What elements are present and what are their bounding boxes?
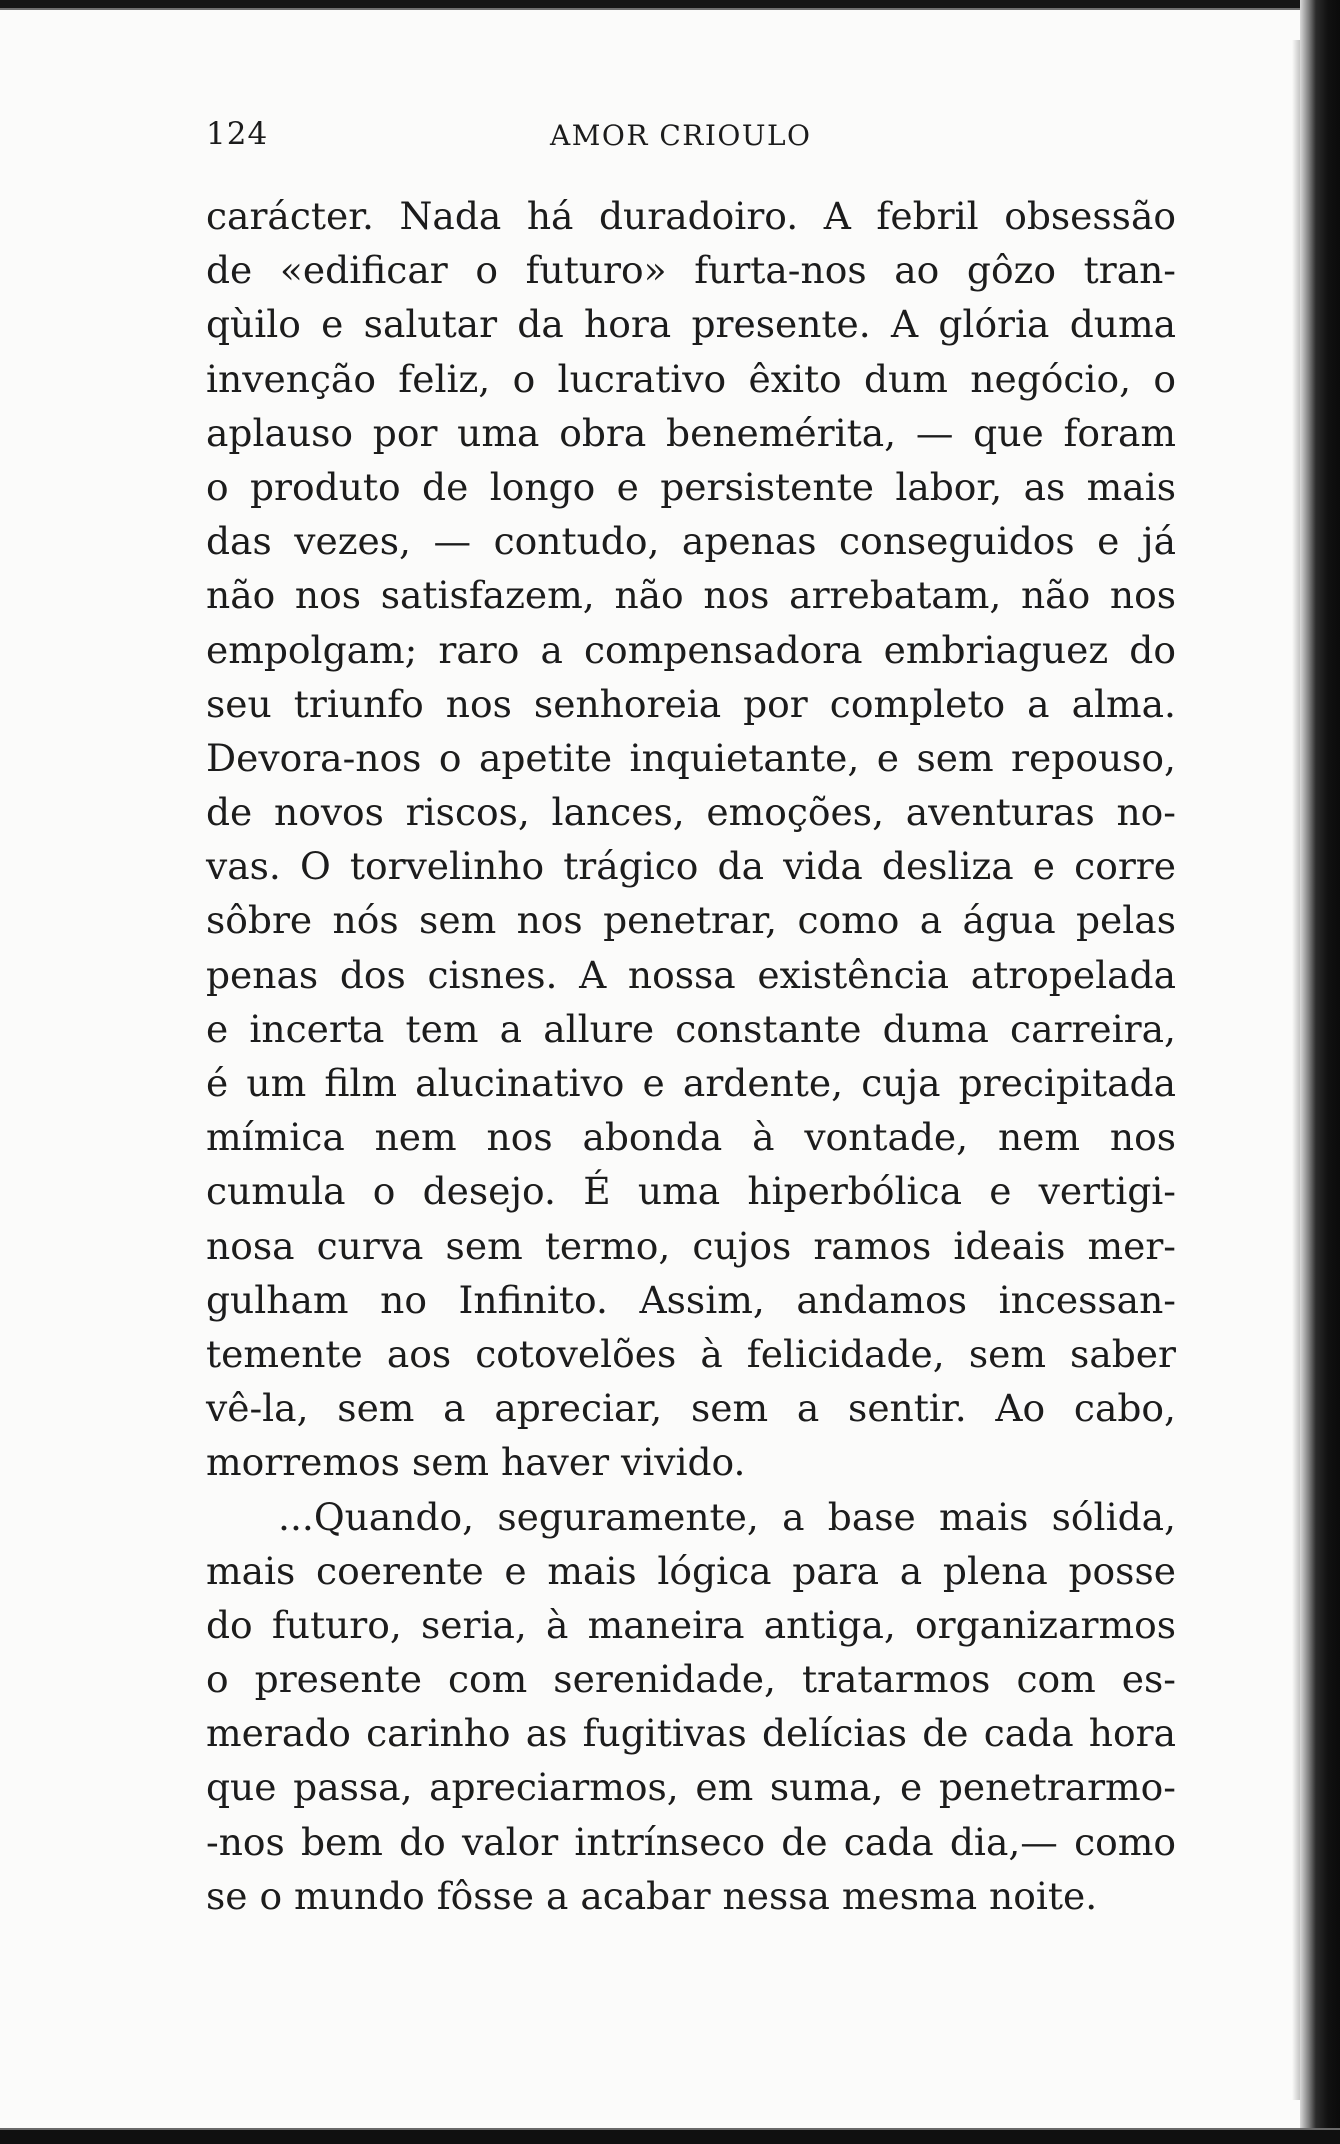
text-line: Devora-nos o apetite inquietante, e sem repouso, — [206, 735, 1176, 780]
text-line: invenção feliz, o lucrativo êxito dum negócio, o — [206, 356, 1176, 401]
text-line: e incerta tem a allure constante duma carreira, — [206, 1006, 1176, 1051]
text-line: mímica nem nos abonda à vontade, nem nos — [206, 1115, 1176, 1160]
body-text — [206, 189, 1176, 1923]
text-line: que passa, apreciarmos, em suma, e penetrarmo- — [206, 1765, 1176, 1810]
text-line: o produto de longo e persistente labor, as mais — [206, 464, 1176, 509]
text-line: seu triunfo nos senhoreia por completo a alma. — [206, 681, 1176, 726]
text-line: -nos bem do valor intrínseco de cada dia,— como — [206, 1819, 1176, 1864]
text-line: gulham no Infinito. Assim, andamos incessan- — [206, 1277, 1176, 1322]
text-line: mais coerente e mais lógica para a plena posse — [206, 1548, 1176, 1593]
text-line: de «edificar o futuro» furta-nos ao gôzo tran- — [206, 248, 1176, 293]
text-line: o presente com serenidade, tratarmos com es- — [206, 1657, 1176, 1702]
text-line: cumula o desejo. É uma hiperbólica e vertigi- — [206, 1169, 1176, 1214]
bottom-scan-edge — [0, 2124, 1340, 2144]
text-line: temente aos cotovelões à felicidade, sem saber — [206, 1331, 1176, 1376]
text-line: é um film alucinativo e ardente, cuja precipitada — [206, 1061, 1176, 1105]
text-line: penas dos cisnes. A nossa existência atropelada — [206, 952, 1176, 997]
text-line: aplauso por uma obra benemérita, — que foram — [206, 410, 1176, 455]
text-line: morremos sem haver vivido. — [206, 1440, 746, 1485]
text-line: das vezes, — contudo, apenas conseguidos e já — [206, 519, 1176, 564]
text-line: ...Quando, seguramente, a base mais sólida, — [278, 1494, 1176, 1539]
page-number: 124 — [206, 116, 269, 152]
running-title: AMOR CRIOULO — [550, 119, 812, 152]
text-line: merado carinho as fugitivas delícias de cada hora — [206, 1711, 1176, 1756]
text-line: não nos satisfazem, não nos arrebatam, não nos — [206, 573, 1176, 618]
text-line: se o mundo fôsse a acabar nessa mesma noite. — [206, 1873, 1098, 1918]
text-line: vas. O torvelinho trágico da vida desliza e corre — [206, 844, 1176, 889]
text-line: nosa curva sem termo, cujos ramos ideais mer- — [206, 1223, 1176, 1268]
top-scan-edge — [0, 0, 1340, 14]
text-line: carácter. Nada há duradoiro. A febril obsessão — [206, 194, 1176, 238]
text-line: qùilo e salutar da hora presente. A glória duma — [206, 302, 1176, 347]
text-line: empolgam; raro a compensadora embriaguez do — [206, 627, 1176, 672]
binding-gradient — [1292, 40, 1300, 2100]
binding-shadow — [1300, 0, 1340, 2144]
text-line: vê-la, sem a apreciar, sem a sentir. Ao cabo, — [206, 1386, 1176, 1431]
page-header — [206, 112, 1176, 156]
text-line: de novos riscos, lances, emoções, aventuras no- — [206, 790, 1176, 835]
text-line: do futuro, seria, à maneira antiga, organizarmos — [206, 1602, 1176, 1647]
text-line: sôbre nós sem nos penetrar, como a água pelas — [206, 898, 1176, 943]
